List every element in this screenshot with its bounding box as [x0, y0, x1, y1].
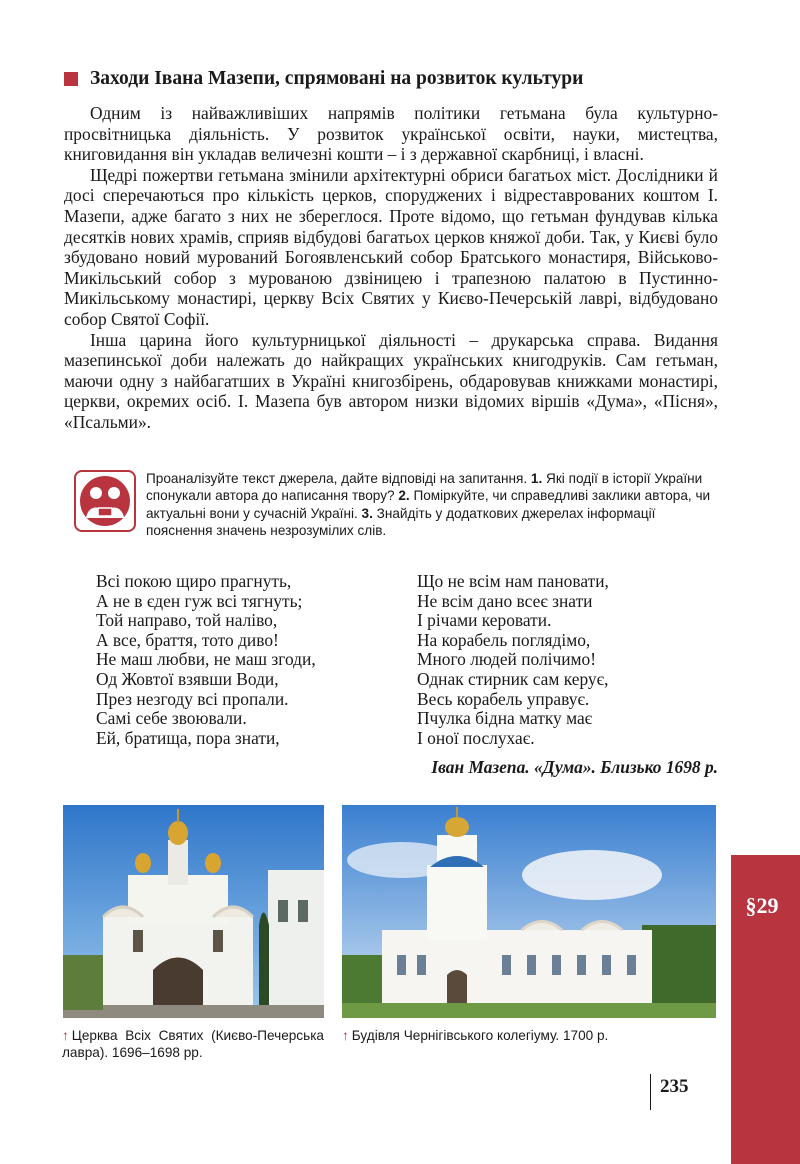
poem-line: Од Жовтої взявши Води, — [96, 668, 279, 689]
poem-line: Всі покою щиро прагнуть, — [96, 571, 292, 591]
poem-line: А не в єден гуж всі тягнуть; — [96, 590, 303, 611]
task-number: 3. — [361, 505, 373, 521]
poem-line: Ей, братища, пора знати, — [96, 727, 280, 748]
poem-attribution: Іван Мазепа. «Дума». Близько 1698 р. — [431, 757, 718, 777]
poem-left-column — [96, 572, 316, 748]
body-text — [64, 103, 718, 433]
heading-square-icon — [64, 72, 78, 86]
page-number-divider — [650, 1074, 651, 1110]
arrow-up-icon: ↑ — [342, 1028, 349, 1043]
poem-line: І річами керовати. — [417, 610, 552, 631]
poem-line: Не маш любви, не маш згоди, — [96, 649, 316, 670]
task-question: Поміркуйте, чи справедливі заклики автора, чи актуальні вони у сучасній Україні. — [146, 488, 711, 521]
paragraph: Щедрі пожертви гетьмана змінили архітектурні обриси багатьох міст. Дослідники й досі сперечаються про кількість церков, споруджених і відреставрованих коштом І. Мазепи, адже багато з них не збереглося. Проте відомо, що гетьман фундував кілька десятків нових храмів, сприяв відбудові багатьох церков княжої доби. Так, у Києві було збудовано новий мурований Богоявленський собор Братського монастиря, Військово-Микільський собор з мурованою дзвіницею і трапезною палатою в Пустинно-Микільському монастирі, церкву Всіх Святих у Києво-Печерській лаврі, відбудовано собор Святої Софії. — [64, 164, 718, 329]
poem-line: На корабель поглядімо, — [417, 629, 591, 650]
caption-text: Будівля Чернігівського колегіуму. 1700 р. — [351, 1028, 609, 1043]
collegium-photo — [342, 805, 716, 1018]
poem-line: Не всім дано всеє знати — [417, 590, 593, 611]
arrow-up-icon: ↑ — [62, 1028, 69, 1043]
paragraph: Інша царина його культурницької діяльності – друкарська справа. Видання мазепинської доби належать до найкращих українських книгодруків. Сам гетьман, маючи одну з найбагатших в Україні книгозбірень, обдаровував книжками монастирі, церкви, окремих осіб. І. Мазепа був автором низки відомих віршів «Дума», «Пісня», «Псальми». — [64, 329, 718, 432]
poem-line: Що не всім нам пановати, — [417, 571, 609, 591]
source-analysis-icon — [74, 470, 136, 532]
photo-caption — [342, 1027, 722, 1044]
paragraph-tab — [731, 855, 800, 1164]
paragraph: Одним із найважливіших напрямів політики гетьмана була культурно-просвітницька діяльність. У розвиток української освіти, науки, мистецтва, книговидання він укладав величезні кошти – і з державної скарбниці, і власні. — [64, 103, 718, 165]
heading-text: Заходи Івана Мазепи, спрямовані на розвиток культури — [90, 68, 584, 89]
photo-caption — [62, 1027, 324, 1062]
section-heading — [64, 68, 724, 90]
task-question: Які події в історії України спонукали автора до написання твору? — [146, 471, 703, 504]
caption-text: Церква Всіх Святих (Києво-Печерська лавра). 1696–1698 рр. — [62, 1028, 324, 1061]
poem-line: Самі себе звоювали. — [96, 708, 247, 729]
poem-line: Пчулка бідна матку має — [417, 708, 593, 729]
task-number: 1. — [530, 471, 543, 486]
poem-line: Однак стирник сам керує, — [417, 668, 609, 689]
poem-line: І оної послухає. — [417, 727, 535, 748]
poem-right-column — [417, 572, 609, 748]
page-number: 235 — [660, 1076, 689, 1097]
poem-line: Много людей полічимо! — [417, 649, 597, 670]
poem-line: А все, браття, тото диво! — [96, 629, 279, 650]
task-intro: Проаналізуйте текст джерела, дайте відповіді на запитання. — [146, 471, 531, 486]
paragraph-tab-label: §29 — [745, 893, 779, 918]
source-task — [74, 470, 720, 540]
task-question: Знайдіть у додаткових джерелах інформації пояснення значень незрозумілих слів. — [146, 505, 656, 539]
poem-line: Той направо, той наліво, — [96, 610, 278, 631]
church-photo — [63, 805, 324, 1018]
poem-line: През незгоду всі пропали. — [96, 688, 289, 709]
poem-line: Весь корабель управує. — [417, 688, 590, 709]
task-number: 2. — [398, 488, 410, 504]
